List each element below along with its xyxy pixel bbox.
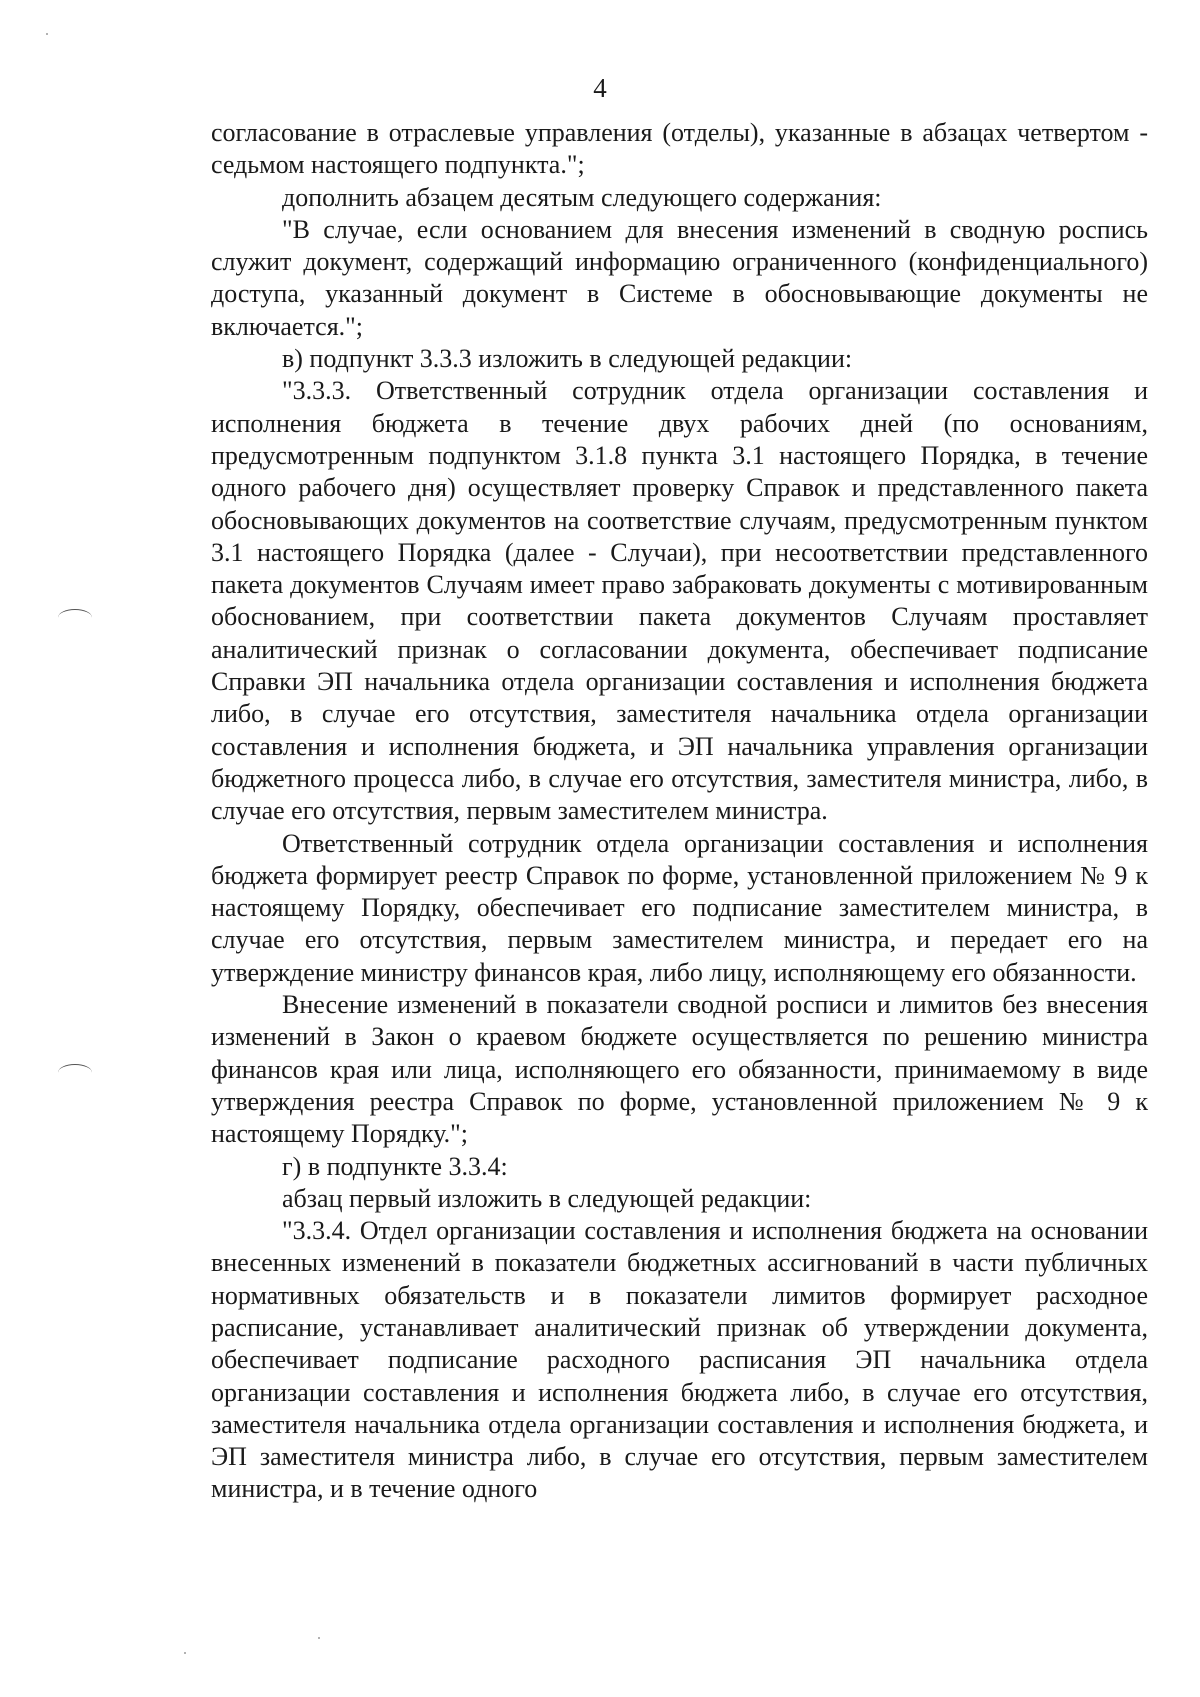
- scan-speck: [184, 1652, 186, 1654]
- paragraph-7: Внесение изменений в показатели сводной росписи и лимитов без внесения изменений в Закон о краевом бюджете осуществляется по решению министра финансов края или лица, исполняющего его обязанности, принимаемому в виде утверждения реестра Справок по форме, установленной приложением № 9 к настоящему Порядку.";: [211, 990, 1148, 1149]
- paragraph-4: в) подпункт 3.3.3 изложить в следующей редакции:: [282, 344, 853, 374]
- paragraph-10: "3.3.4. Отдел организации составления и исполнения бюджета на основании внесенных изменений в показатели бюджетных ассигнований в части публичных нормативных обязательств и в показатели лимитов формирует расходное расписание, устанавливает аналитический признак об утверждении документа, обеспечивает подписание расходного расписания ЭП начальника отдела организации составления и исполнения бюджета либо, в случае его отсутствия, заместителя начальника отдела организации составления и исполнения бюджета, и ЭП заместителя министра либо, в случае его отсутствия, первым заместителем министра, и в течение одного: [211, 1216, 1148, 1504]
- punch-hole-mark-lower: [58, 1064, 92, 1081]
- scan-speck: [46, 33, 48, 35]
- paragraph-6: Ответственный сотрудник отдела организации составления и исполнения бюджета формирует реестр Справок по форме, установленной приложением № 9 к настоящему Порядку, обеспечивает его подписание заместителем министра, в случае его отсутствия, первым заместителем министра, и передает его на утверждение министру финансов края, либо лицу, исполняющему его обязанности.: [211, 828, 1148, 987]
- document-body: [211, 117, 1148, 1506]
- paragraph-5: "3.3.3. Ответственный сотрудник отдела организации составления и исполнения бюджета в течение двух рабочих дней (по основаниям, предусмотренным подпунктом 3.1.8 пункта 3.1 настоящего Порядка, в течение одного рабочего дня) осуществляет проверку Справок и представленного пакета обосновывающих документов на соответствие случаям, предусмотренным пунктом 3.1 настоящего Порядка (далее - Случаи), при несоответствии представленного пакета документов Случаям имеет право забраковать документы с мотивированным обоснованием, при соответствии пакета документов Случаям проставляет аналитический признак о согласовании документа, обеспечивает подписание Справки ЭП начальника отдела организации составления и исполнения бюджета либо, в случае его отсутствия, заместителя начальника отдела организации составления и исполнения бюджета, и ЭП начальника управления организации бюджетного процесса либо, в случае его отсутствия, заместителя министра, либо, в случае его отсутствия, первым заместителем министра.: [211, 376, 1148, 826]
- scan-speck: [318, 1637, 320, 1639]
- punch-hole-mark-upper: [58, 609, 92, 626]
- page-number: 4: [593, 73, 607, 103]
- paragraph-3: "В случае, если основанием для внесения изменений в сводную роспись служит документ, содержащий информацию ограниченного (конфиденциального) доступа, указанный документ в Системе в обосновывающие документы не включается.";: [211, 214, 1148, 341]
- paragraph-8: г) в подпункте 3.3.4:: [282, 1151, 508, 1181]
- paragraph-9: абзац первый изложить в следующей редакции:: [282, 1183, 812, 1213]
- paragraph-1: согласование в отраслевые управления (отделы), указанные в абзацах четвертом - седьмом настоящего подпункта.";: [211, 118, 1148, 180]
- paragraph-2: дополнить абзацем десятым следующего содержания:: [282, 182, 882, 212]
